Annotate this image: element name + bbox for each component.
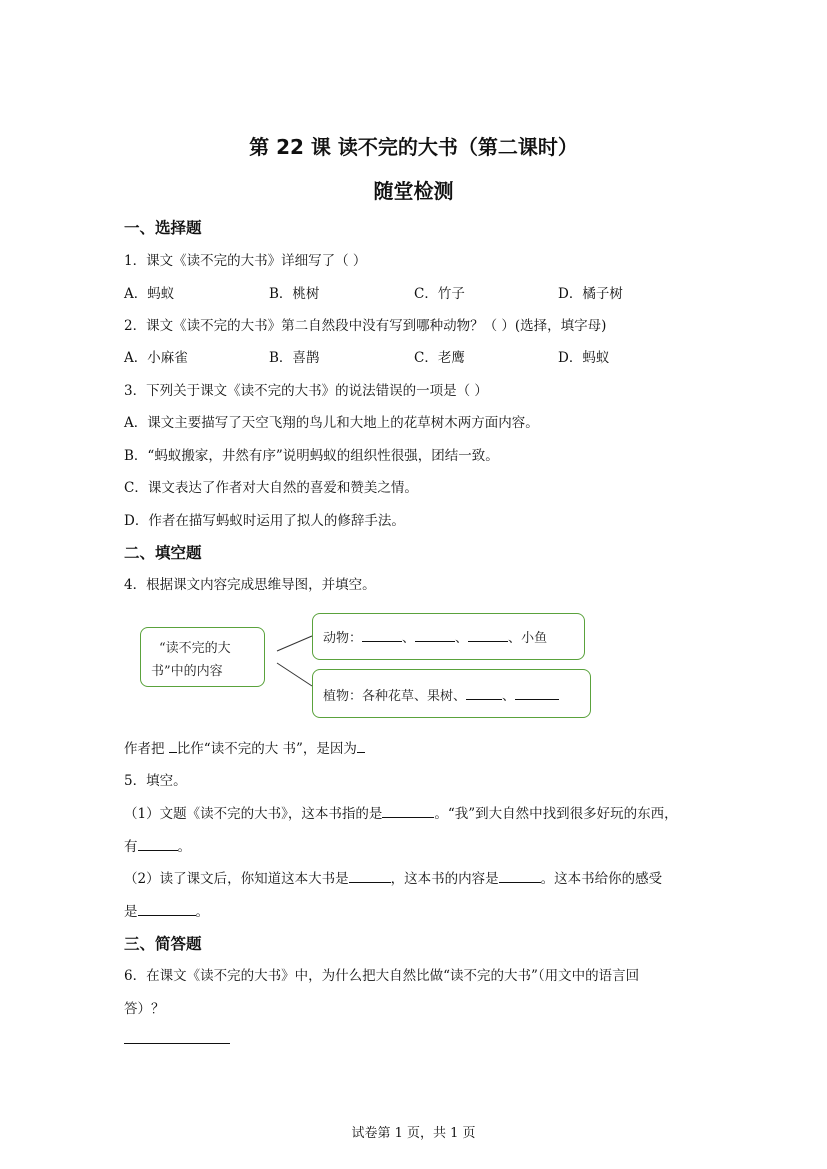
- animals-blank-2[interactable]: [415, 627, 455, 642]
- animals-sep-3: 、: [508, 631, 522, 646]
- q5-part-1-line-2: [124, 835, 191, 855]
- question-2-stem: 2．课文《读不完的大书》第二自然段中没有写到哪种动物？（ ）(选择，填字母): [124, 318, 607, 334]
- center-box-line-2: 书”中的内容: [151, 664, 223, 679]
- connector-line-plants: [277, 663, 312, 686]
- animals-row: [323, 627, 547, 646]
- connector-line-animals: [277, 636, 312, 651]
- q5-p1-text-c: 有: [124, 839, 138, 855]
- q3-option-b[interactable]: B．“蚂蚁搬家，井然有序”说明蚂蚁的组织性很强，团结一致。: [124, 448, 499, 464]
- animals-blank-3[interactable]: [468, 627, 508, 642]
- q5-p1-blank-1[interactable]: [382, 803, 434, 818]
- q4-followup-blank-2[interactable]: [357, 738, 365, 753]
- q1-option-c[interactable]: C．竹子: [414, 286, 465, 302]
- q5-part-1-line-1: [124, 802, 678, 822]
- q5-p1-text-b: 。“我”到大自然中找到很多好玩的东西，: [434, 806, 678, 822]
- section-heading-fill: 二、填空题: [124, 544, 202, 562]
- mind-map-animals-box: [312, 613, 585, 660]
- q5-p2-blank-3[interactable]: [138, 901, 196, 916]
- q5-p2-text-a: （2）读了课文后，你知道这本大书是: [124, 871, 349, 887]
- section-heading-choice: 一、选择题: [124, 219, 202, 237]
- plants-blank-2[interactable]: [515, 685, 559, 700]
- q4-followup-blank-1[interactable]: [169, 738, 177, 753]
- q5-p2-text-b: ，这本书的内容是: [390, 871, 499, 887]
- mind-map-plants-box: [312, 669, 591, 718]
- q4-followup-part-a: 作者把: [124, 741, 169, 757]
- plants-row: [323, 685, 559, 704]
- plants-blank-1[interactable]: [466, 685, 502, 700]
- q3-option-a[interactable]: A．课文主要描写了天空飞翔的鸟儿和大地上的花草树木两方面内容。: [124, 415, 539, 431]
- page-footer: 试卷第 1 页，共 1 页: [351, 1126, 476, 1141]
- q5-p2-text-c: 。这本书给你的感受: [540, 871, 663, 887]
- q1-option-a[interactable]: A．蚂蚁: [124, 286, 175, 302]
- animals-blank-1[interactable]: [362, 627, 402, 642]
- mind-map-center-box: [140, 627, 265, 687]
- q5-p2-blank-1[interactable]: [349, 868, 391, 883]
- question-5-stem: 5．填空。: [124, 773, 187, 789]
- q5-p1-blank-2[interactable]: [138, 836, 178, 851]
- page-title: 第 22 课 读不完的大书（第二课时）: [249, 135, 578, 159]
- question-4-stem: 4．根据课文内容完成思维导图，并填空。: [124, 577, 376, 593]
- q4-followup-part-b: 比作“读不完的大 书”，是因为: [176, 741, 357, 757]
- page-subtitle: 随堂检测: [373, 179, 454, 203]
- q5-part-2-line-1: [124, 867, 662, 887]
- q4-followup: [124, 737, 365, 757]
- q6-answer-line[interactable]: [124, 1043, 230, 1044]
- plants-prefix: 植物：各种花草、果树、: [323, 689, 467, 704]
- question-3-stem: 3．下列关于课文《读不完的大书》的说法错误的一项是（ ）: [124, 383, 488, 399]
- q1-option-b[interactable]: B．桃树: [269, 286, 320, 302]
- animals-prefix: 动物：: [323, 631, 363, 646]
- question-6-stem-line-2: 答）？: [124, 1001, 165, 1017]
- animals-sep-1: 、: [402, 631, 416, 646]
- q1-option-d[interactable]: D．橘子树: [558, 286, 623, 302]
- animals-sep-2: 、: [455, 631, 469, 646]
- question-1-stem: 1．课文《读不完的大书》详细写了（ ）: [124, 253, 367, 269]
- q2-option-c[interactable]: C．老鹰: [414, 350, 465, 366]
- q3-option-c[interactable]: C．课文表达了作者对大自然的喜爱和赞美之情。: [124, 480, 418, 496]
- animals-suffix: 小鱼: [521, 631, 548, 646]
- q5-p1-text-d: 。: [177, 839, 191, 855]
- plants-sep: 、: [502, 689, 516, 704]
- q5-p2-text-d: 是: [124, 904, 138, 920]
- q5-p1-text-a: （1）文题《读不完的大书》，这本书指的是: [124, 806, 383, 822]
- q3-option-d[interactable]: D．作者在描写蚂蚁时运用了拟人的修辞手法。: [124, 513, 405, 529]
- q2-option-d[interactable]: D．蚂蚁: [558, 350, 610, 366]
- q2-option-b[interactable]: B．喜鹊: [269, 350, 320, 366]
- q2-option-a[interactable]: A．小麻雀: [124, 350, 188, 366]
- q5-part-2-line-2: [124, 900, 209, 920]
- section-heading-short-answer: 三、简答题: [124, 935, 202, 953]
- question-6-stem-line-1: 6．在课文《读不完的大书》中，为什么把大自然比做“读不完的大书”（用文中的语言回: [124, 968, 640, 984]
- q5-p2-text-e: 。: [195, 904, 209, 920]
- q5-p2-blank-2[interactable]: [499, 868, 541, 883]
- center-box-line-1: “读不完的大: [159, 641, 231, 656]
